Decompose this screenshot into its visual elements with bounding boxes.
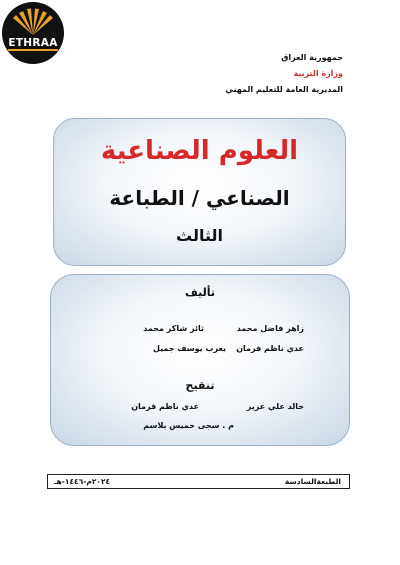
document-header bbox=[123, 52, 343, 100]
book-title: العلوم الصناعية bbox=[100, 136, 299, 166]
book-subject: الصناعي / الطباعة bbox=[109, 186, 290, 210]
edition-label: الطبعةالسادسة bbox=[284, 477, 341, 486]
reviewer-name: عدي ناظم فرمان bbox=[131, 402, 199, 411]
title-box bbox=[53, 118, 346, 266]
author-name: عدي ناظم فرمان bbox=[236, 344, 304, 353]
book-grade: الثالث bbox=[176, 226, 223, 245]
ethraa-logo-icon bbox=[2, 2, 64, 64]
country-name: جمهورية العراق bbox=[281, 53, 343, 62]
reviewer-name: م . سجى خميس بلاسم bbox=[143, 421, 234, 430]
sunburst-icon bbox=[2, 2, 64, 64]
directorate-name: المديرية العامة للتعليم المهني bbox=[225, 85, 343, 94]
author-name: يعرب يوسف جميل bbox=[152, 344, 226, 353]
author-name: زاهر فاضل محمد bbox=[236, 324, 304, 333]
edition-date: ٢٠٢٤م-١٤٤٦-هـ bbox=[54, 477, 111, 486]
authors-box bbox=[50, 274, 350, 446]
logo-text: ETHRAA bbox=[8, 37, 58, 49]
ministry-name: وزارة التربية bbox=[293, 69, 343, 78]
authors-heading: تأليف bbox=[185, 286, 215, 299]
revision-heading: تنقيح bbox=[185, 379, 215, 392]
edition-footer bbox=[47, 474, 350, 489]
reviewer-name: خالد علي عزيز bbox=[246, 402, 304, 411]
author-name: ثائر شاكر محمد bbox=[143, 324, 204, 333]
